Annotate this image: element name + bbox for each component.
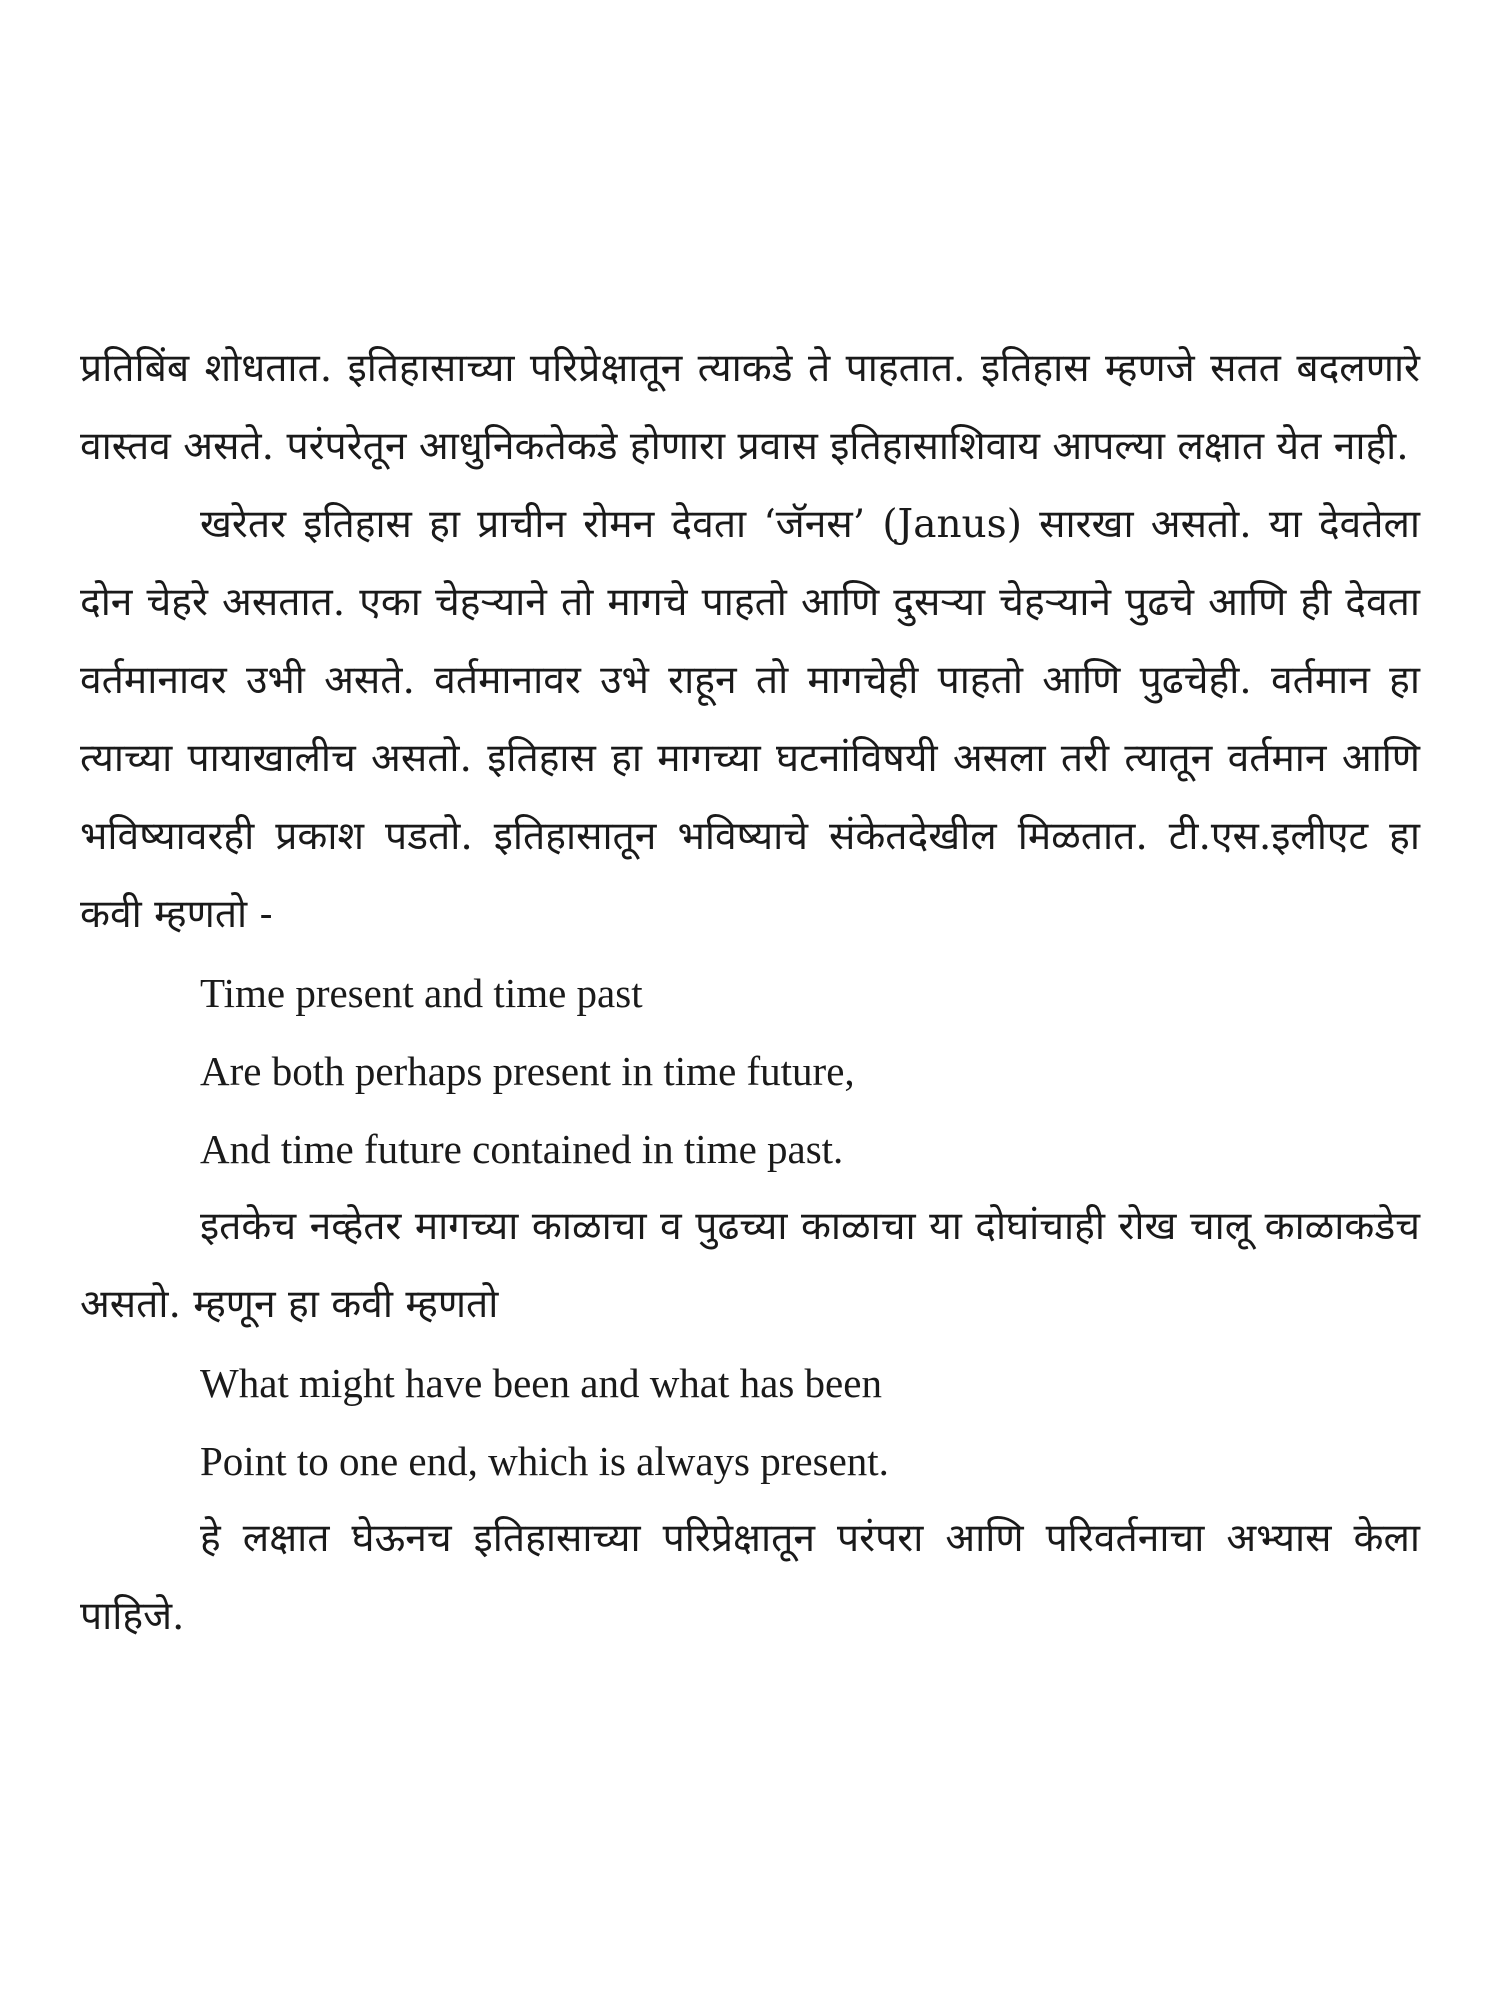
poem-line: Point to one end, which is always present. — [200, 1438, 889, 1484]
paragraph-1: प्रतिबिंब शोधतात. इतिहासाच्या परिप्रेक्षातून त्याकडे ते पाहतात. इतिहास म्हणजे सतत बदलणारे वास्तव असते. परंपरेतून आधुनिकतेकडे होणारा प्रवास इतिहासाशिवाय आपल्या लक्षात येत नाही. — [80, 346, 1420, 469]
poem-line: Are both perhaps present in time future, — [200, 1048, 855, 1094]
paragraph-3: इतकेच नव्हेतर मागच्या काळाचा व पुढच्या काळाचा या दोघांचाही रोख चालू काळाकडेच असतो. म्हणून हा कवी म्हणतो — [80, 1204, 1420, 1327]
paragraph-4: हे लक्षात घेऊनच इतिहासाच्या परिप्रेक्षातून परंपरा आणि परिवर्तनाचा अभ्यास केला पाहिजे. — [80, 1516, 1420, 1639]
poem-line: And time future contained in time past. — [200, 1126, 844, 1172]
poem-quote-1 — [80, 954, 1420, 1188]
poem-quote-2 — [80, 1344, 1420, 1500]
paragraph-2: खरेतर इतिहास हा प्राचीन रोमन देवता ‘जॅनस’ (Janus) सारखा असतो. या देवतेला दोन चेहरे असतात. एका चेहऱ्याने तो मागचे पाहतो आणि दुसऱ्या चेहऱ्याने पुढचे आणि ही देवता वर्तमानावर उभी असते. वर्तमानावर उभे राहून तो मागचेही पाहतो आणि पुढचेही. वर्तमान हा त्याच्या पायाखालीच असतो. इतिहास हा मागच्या घटनांविषयी असला तरी त्यातून वर्तमान आणि भविष्यावरही प्रकाश पडतो. इतिहासातून भविष्याचे संकेतदेखील मिळतात. टी.एस.इलीएट हा कवी म्हणतो - — [80, 502, 1420, 937]
poem-line: Time present and time past — [200, 970, 643, 1016]
poem-line: What might have been and what has been — [200, 1360, 882, 1406]
document-page — [80, 330, 1420, 1656]
